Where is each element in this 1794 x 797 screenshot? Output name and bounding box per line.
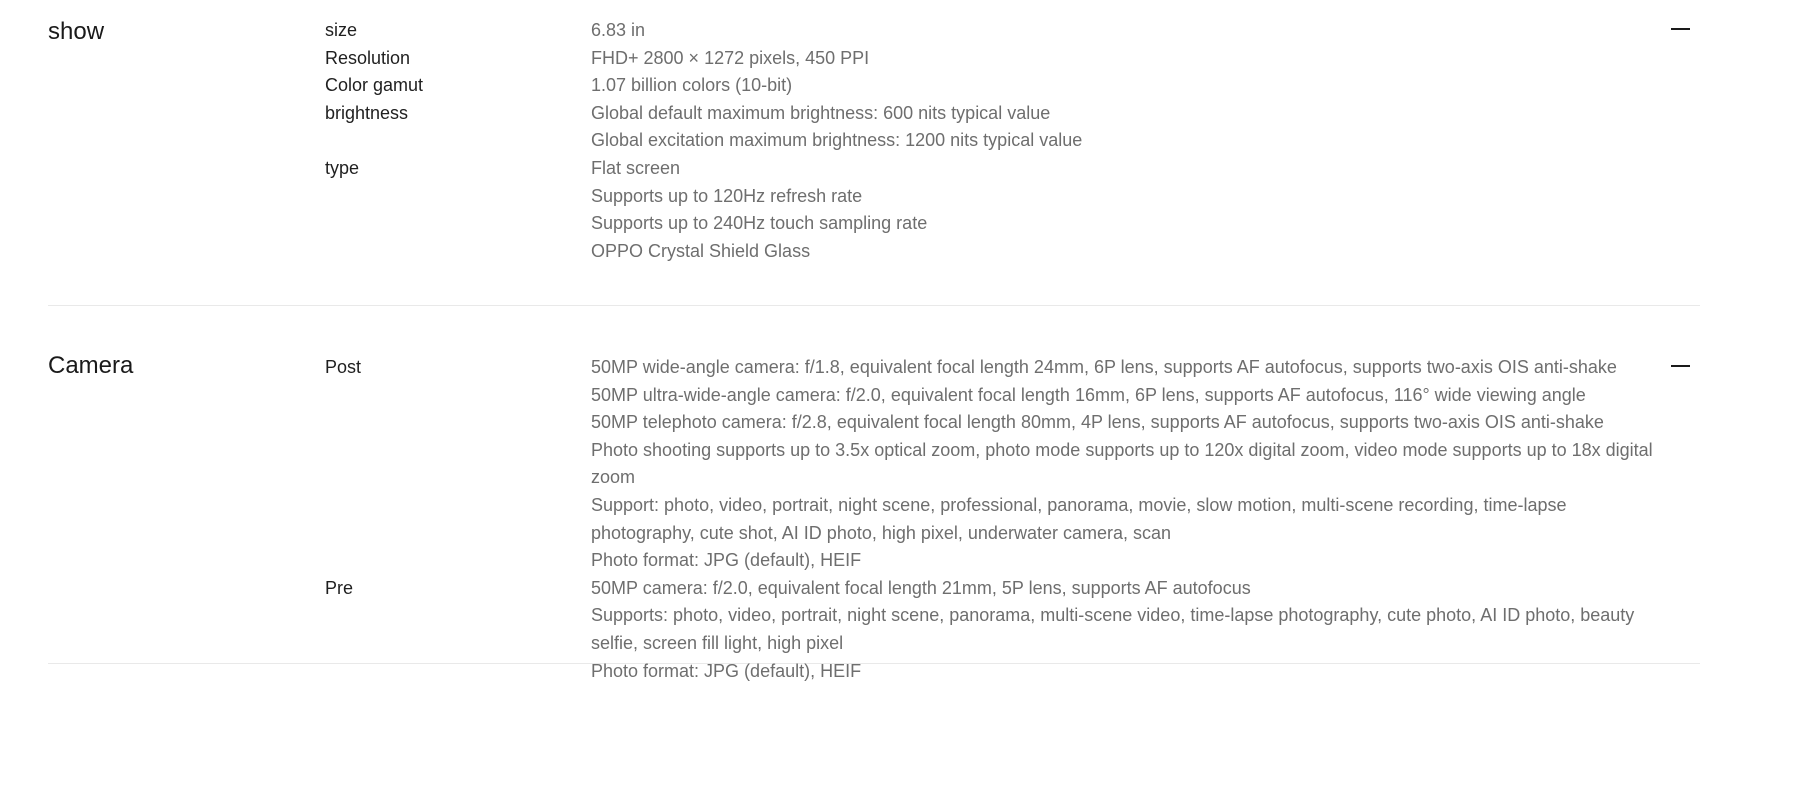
spec-value: Flat screen <box>591 157 681 178</box>
spec-value: Supports up to 240Hz touch sampling rate <box>591 213 928 234</box>
spec-value: OPPO Crystal Shield Glass <box>591 240 811 261</box>
spec-sections <box>48 0 1700 681</box>
spec-row-brightness <box>325 100 1665 155</box>
spec-value: Photo format: JPG (default), HEIF <box>591 550 862 571</box>
spec-section-camera <box>48 332 1700 681</box>
minus-icon <box>1671 365 1690 367</box>
spec-values <box>591 100 1665 155</box>
spec-label: type <box>325 157 360 178</box>
spec-value: 50MP ultra-wide-angle camera: f/2.0, equivalent focal length 16mm, 6P lens, supports AF autofocus, 116° wide viewing angle <box>591 384 1586 405</box>
spec-section-show <box>48 0 1700 306</box>
spec-value: 1.07 billion colors (10-bit) <box>591 75 793 96</box>
spec-label: Pre <box>325 577 354 598</box>
spec-row-post <box>325 354 1665 575</box>
section-title-show: show <box>48 18 105 45</box>
spec-value: Global excitation maximum brightness: 1200 nits typical value <box>591 130 1083 151</box>
spec-label: size <box>325 20 358 40</box>
section-title-camera: Camera <box>48 352 134 379</box>
spec-values <box>591 17 1665 45</box>
spec-value: 50MP telephoto camera: f/2.8, equivalent focal length 80mm, 4P lens, supports AF autofocus, supports two-axis OIS anti-shake <box>591 412 1604 433</box>
spec-row-pre <box>325 575 1665 685</box>
spec-value: Supports: photo, video, portrait, night scene, panorama, multi-scene video, time-lapse photography, cute photo, AI ID photo, beauty selfie, screen fill light, high pixel <box>591 605 1635 653</box>
spec-value: 50MP camera: f/2.0, equivalent focal length 21mm, 5P lens, supports AF autofocus <box>591 577 1251 598</box>
collapse-camera-button[interactable] <box>1660 354 1700 378</box>
spec-value: 6.83 in <box>591 20 646 40</box>
spec-rows-camera <box>325 354 1665 685</box>
spec-value: Global default maximum brightness: 600 nits typical value <box>591 102 1051 123</box>
spec-value: Supports up to 120Hz refresh rate <box>591 185 863 206</box>
spec-label: Resolution <box>325 47 411 68</box>
spec-row-type <box>325 155 1665 265</box>
spec-rows-show <box>325 17 1665 265</box>
spec-values <box>591 72 1665 100</box>
spec-values <box>591 155 1665 265</box>
spec-label: Color gamut <box>325 75 424 96</box>
spec-value: 50MP wide-angle camera: f/1.8, equivalent focal length 24mm, 6P lens, supports AF autofocus, supports two-axis OIS anti-shake <box>591 357 1617 377</box>
spec-values <box>591 575 1665 685</box>
spec-value: Photo shooting supports up to 3.5x optical zoom, photo mode supports up to 120x digital zoom, video mode supports up to 18x digital zoom <box>591 439 1653 488</box>
spec-label: brightness <box>325 102 409 123</box>
spec-values <box>591 354 1665 575</box>
spec-value: Support: photo, video, portrait, night scene, professional, panorama, movie, slow motion, multi-scene recording, time-lapse photography, cute shot, AI ID photo, high pixel, underwater camera, scan <box>591 494 1567 543</box>
spec-value: FHD+ 2800 × 1272 pixels, 450 PPI <box>591 47 870 68</box>
spec-row-size <box>325 17 1665 45</box>
spec-row-resolution <box>325 45 1665 73</box>
spec-label: Post <box>325 357 362 377</box>
spec-value: Photo format: JPG (default), HEIF <box>591 660 862 681</box>
minus-icon <box>1671 28 1690 30</box>
spec-row-color-gamut <box>325 72 1665 100</box>
spec-values <box>591 45 1665 73</box>
collapse-show-button[interactable] <box>1660 17 1700 41</box>
